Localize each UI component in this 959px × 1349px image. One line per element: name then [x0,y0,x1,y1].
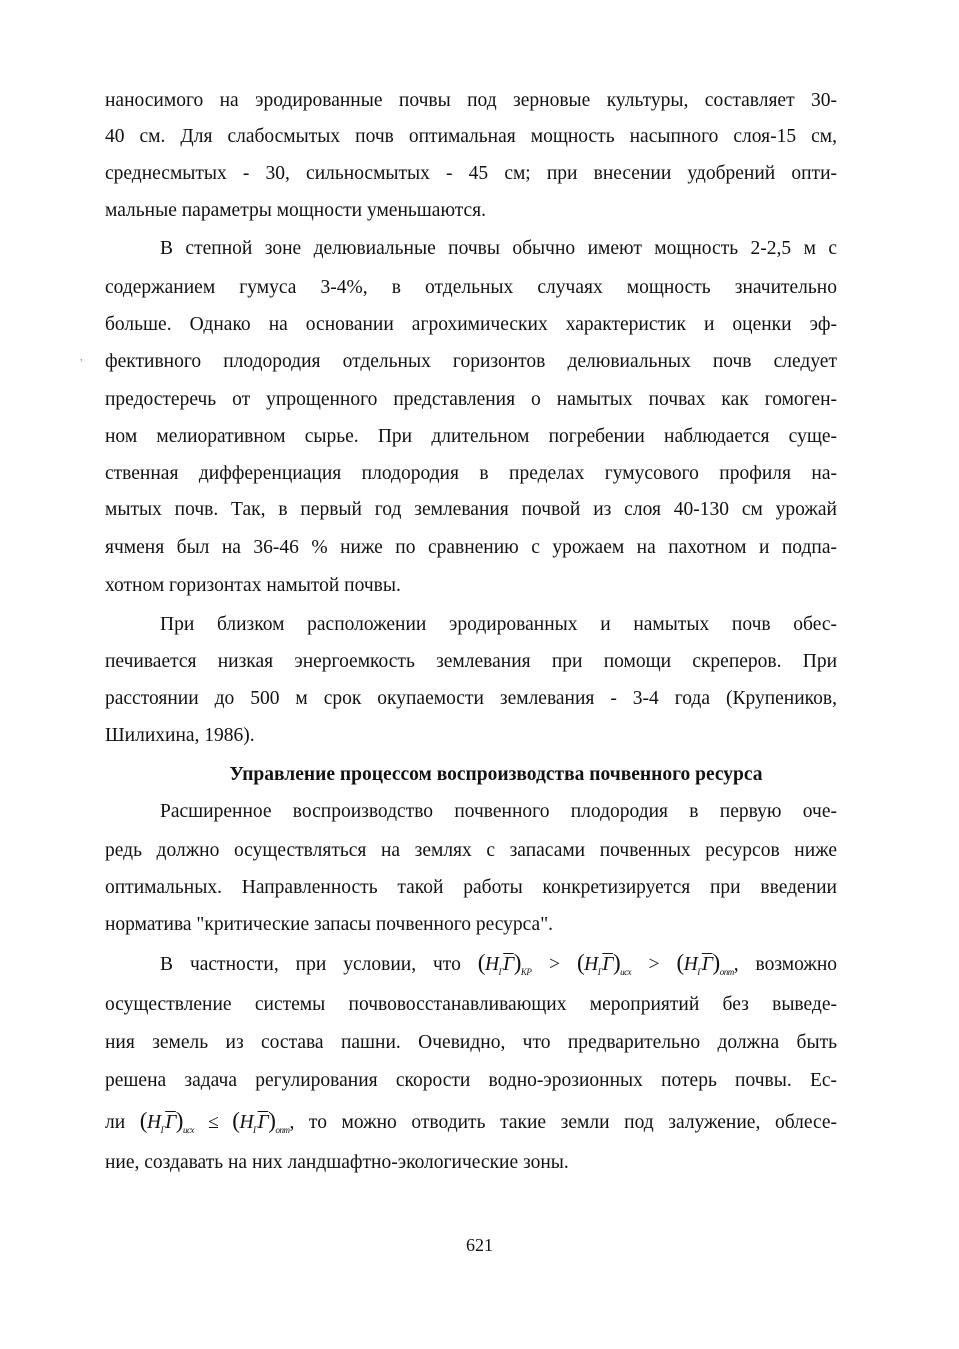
formula-operator: > [547,954,561,975]
text-line: ственная дифференциация плодородия в пределах гумусового профиля на- [105,463,837,484]
text-line: В степной зоне делювиальные почвы обычно имеют мощность 2-2,5 м с [160,238,837,259]
formula-subscript: Г [498,966,504,977]
formula-symbol: H [239,1112,254,1133]
text-line: мытых почв. Так, в первый год землевания почвой из слоя 40-130 см урожай [105,499,837,520]
formula-line [105,1108,837,1143]
formula-symbol: Г [165,1112,176,1133]
text-span: , то можно отводить такие земли под залужение, облесе- [289,1112,838,1133]
page-number: 621 [466,1235,493,1255]
formula-paren: ) [612,950,621,975]
text-line: расстоянии до 500 м срок окупаемости землевания - 3-4 года (Крупеников, [105,688,837,709]
formula-subscript: Г [597,966,603,977]
formula-paren: ) [175,1108,183,1133]
formula-paren: ( [232,1108,240,1133]
formula-subscript: исх [182,1124,194,1135]
formula-subscript: опт [275,1124,290,1135]
text-span: В частности, при условии, что [160,954,461,975]
formula-symbol: H [683,954,698,975]
section-heading: Управление процессом воспроизводства почвенного ресурса [229,764,763,785]
text-line: ние, создавать на них ландшафтно-экологические зоны. [105,1152,569,1173]
text-line: осуществление системы почвовосстанавливающих мероприятий без выведе- [105,994,837,1015]
formula-symbol: Г [701,954,713,975]
text-line: хотном горизонтах намытой почвы. [105,575,401,596]
text-line: При близком расположении эродированных и намытых почв обес- [160,614,837,635]
formula-subscript: исх [620,966,631,977]
formula-symbol: H [584,954,598,975]
formula-paren: ( [576,950,585,975]
formula-subscript: Г [160,1124,166,1135]
formula-subscript: Г [697,966,702,977]
formula-subscript: опт [719,966,734,977]
formula-subscript: КР [520,966,532,977]
text-line: мальные параметры мощности уменьшаются. [105,200,487,221]
text-line: среднесмытых - 30, сильносмытых - 45 см; при внесении удобрений опти- [105,163,837,184]
formula-paren: ) [268,1108,276,1133]
text-line: ячменя был на 36-46 % ниже по сравнению с урожаем на пахотном и подпа- [105,537,837,558]
text-line: 40 см. Для слабосмытых почв оптимальная мощность насыпного слоя-15 см, [105,126,837,147]
formula-paren: ( [139,1108,147,1133]
text-line: ния земель из состава пашни. Очевидно, что предварительно должна быть [105,1032,837,1053]
text-line: оптимальных. Направленность такой работы конкретизируется при введении [105,877,837,898]
text-line: больше. Однако на основании агрохимических характеристик и оценки эф- [105,314,837,335]
text-line: фективного плодородия отдельных горизонтов делювиальных почв следует [105,351,837,372]
text-span: , возможно [733,954,838,975]
text-line: редь должно осуществляться на землях с запасами почвенных ресурсов ниже [105,840,837,861]
text-line: содержанием гумуса 3-4%, в отдельных случаях мощность значительно [105,277,837,298]
text-line: печивается низкая энергоемкость землевания при помощи скреперов. При [105,651,837,672]
inequality-formula [139,1108,290,1135]
formula-paren: ( [477,950,485,975]
scan-artifact: , [80,352,83,363]
formula-line [160,950,837,985]
formula-paren: ) [513,950,521,975]
text-line: Расширенное воспроизводство почвенного плодородия в первую оче- [160,801,837,822]
text-line: норматива "критические запасы почвенного ресурса". [105,914,554,935]
formula-symbol: Г [602,954,613,975]
text-line: наносимого на эродированные почвы под зерновые культуры, составляет 30- [105,90,837,111]
formula-paren: ) [712,950,720,975]
text-span: ли [105,1112,126,1133]
formula-symbol: Г [257,1112,269,1133]
formula-subscript: Г [253,1124,258,1135]
formula-operator: ≤ [207,1112,219,1133]
formula-paren: ( [676,950,684,975]
formula-symbol: H [146,1112,161,1133]
formula-symbol: H [484,954,499,975]
text-line: предостеречь от упрощенного представления о намытых почвах как гомоген- [105,389,837,410]
formula-operator: > [647,954,661,975]
text-line: ном мелиоративном сырье. При длительном погребении наблюдается суще- [105,426,837,447]
formula-symbol: Г [503,954,514,975]
inequality-formula [477,950,734,977]
text-line: решена задача регулирования скорости водно-эрозионных потерь почвы. Ес- [105,1070,837,1091]
text-line: Шилихина, 1986). [105,725,255,746]
